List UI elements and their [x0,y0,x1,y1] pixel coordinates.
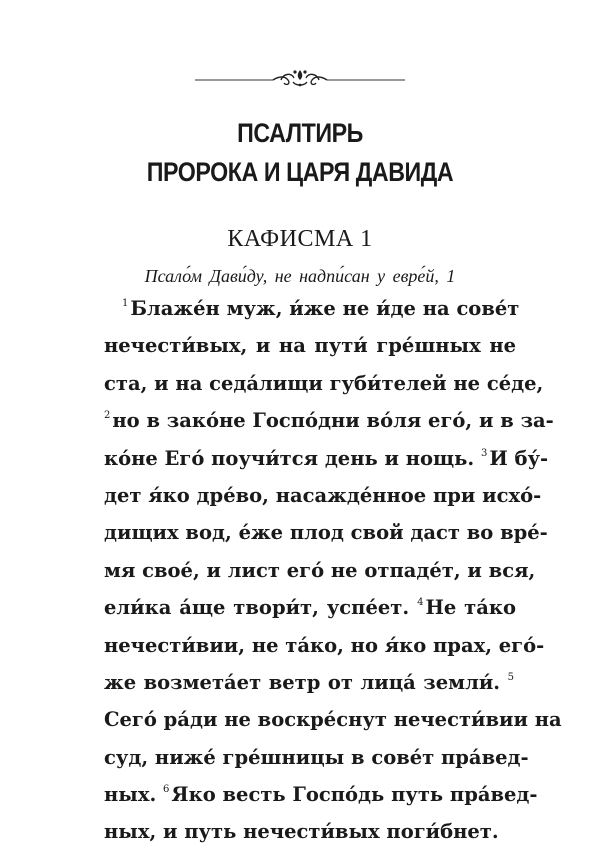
text-line: ста, и на седа́лищи губи́телей не се́де, [104,371,544,395]
ornament-divider [195,66,405,90]
verse-number: 4 [417,597,424,609]
title-line-1: ПСАЛТИРЬ [237,118,363,148]
title-line-2: ПРОРОКА И ЦАРЯ ДАВИДА [146,157,454,187]
text-line: нечести́вии, не та́ко, но я́ко прах, его́- [104,633,545,657]
verse-number: 6 [163,784,170,796]
text-line: дищих вод, е́же плод свой даст во вре́- [104,521,548,545]
text-line: $^1$ Блаже́н муж, и́же не и́де на сове́т [122,297,520,320]
text-line: мя свое́, и лист его́ не отпаде́т, и вся, [104,558,536,582]
text-line: Сего́ ра́ди не воскре́снут нечести́вии на [104,708,562,732]
psalm-inscription: Псало́м Дави́ду, не надпи́сан у евре́й, 1 [144,266,456,286]
kathisma-heading: КАФИСМА 1 [227,226,373,252]
text-line: ных, и путь нечести́вых поги́бнет. [104,820,499,844]
verse-number: 5 [507,671,514,683]
text-line: суд, ниже́ гре́шницы в сове́т пра́вед- [104,745,529,769]
verse-number: 3 [480,447,488,459]
text-line: нечести́вых, и на пути́ гре́шных не [104,334,516,358]
verse-number: 1 [122,298,129,309]
text-line: же возмета́ет ветр от лица́ земли́. $^5$ [104,670,514,694]
text-line: ных. $^6$ Яко весть Госпо́дь путь пра́вед- [104,783,538,807]
text-line: $^2$ но в зако́не Госпо́дни во́ля его́, и в за- [104,409,554,433]
text-line: дет я́ко дре́во, насажде́нное при исхо́- [104,483,542,507]
text-line: ели́ка а́ще твори́т, успе́ет. $^4$ Не та́ко [104,596,516,620]
psalm-text [104,290,562,851]
verse-number: 2 [104,410,111,422]
text-line: ко́не Его́ поучи́тся день и нощь. $^3$ И бу́- [104,446,549,470]
